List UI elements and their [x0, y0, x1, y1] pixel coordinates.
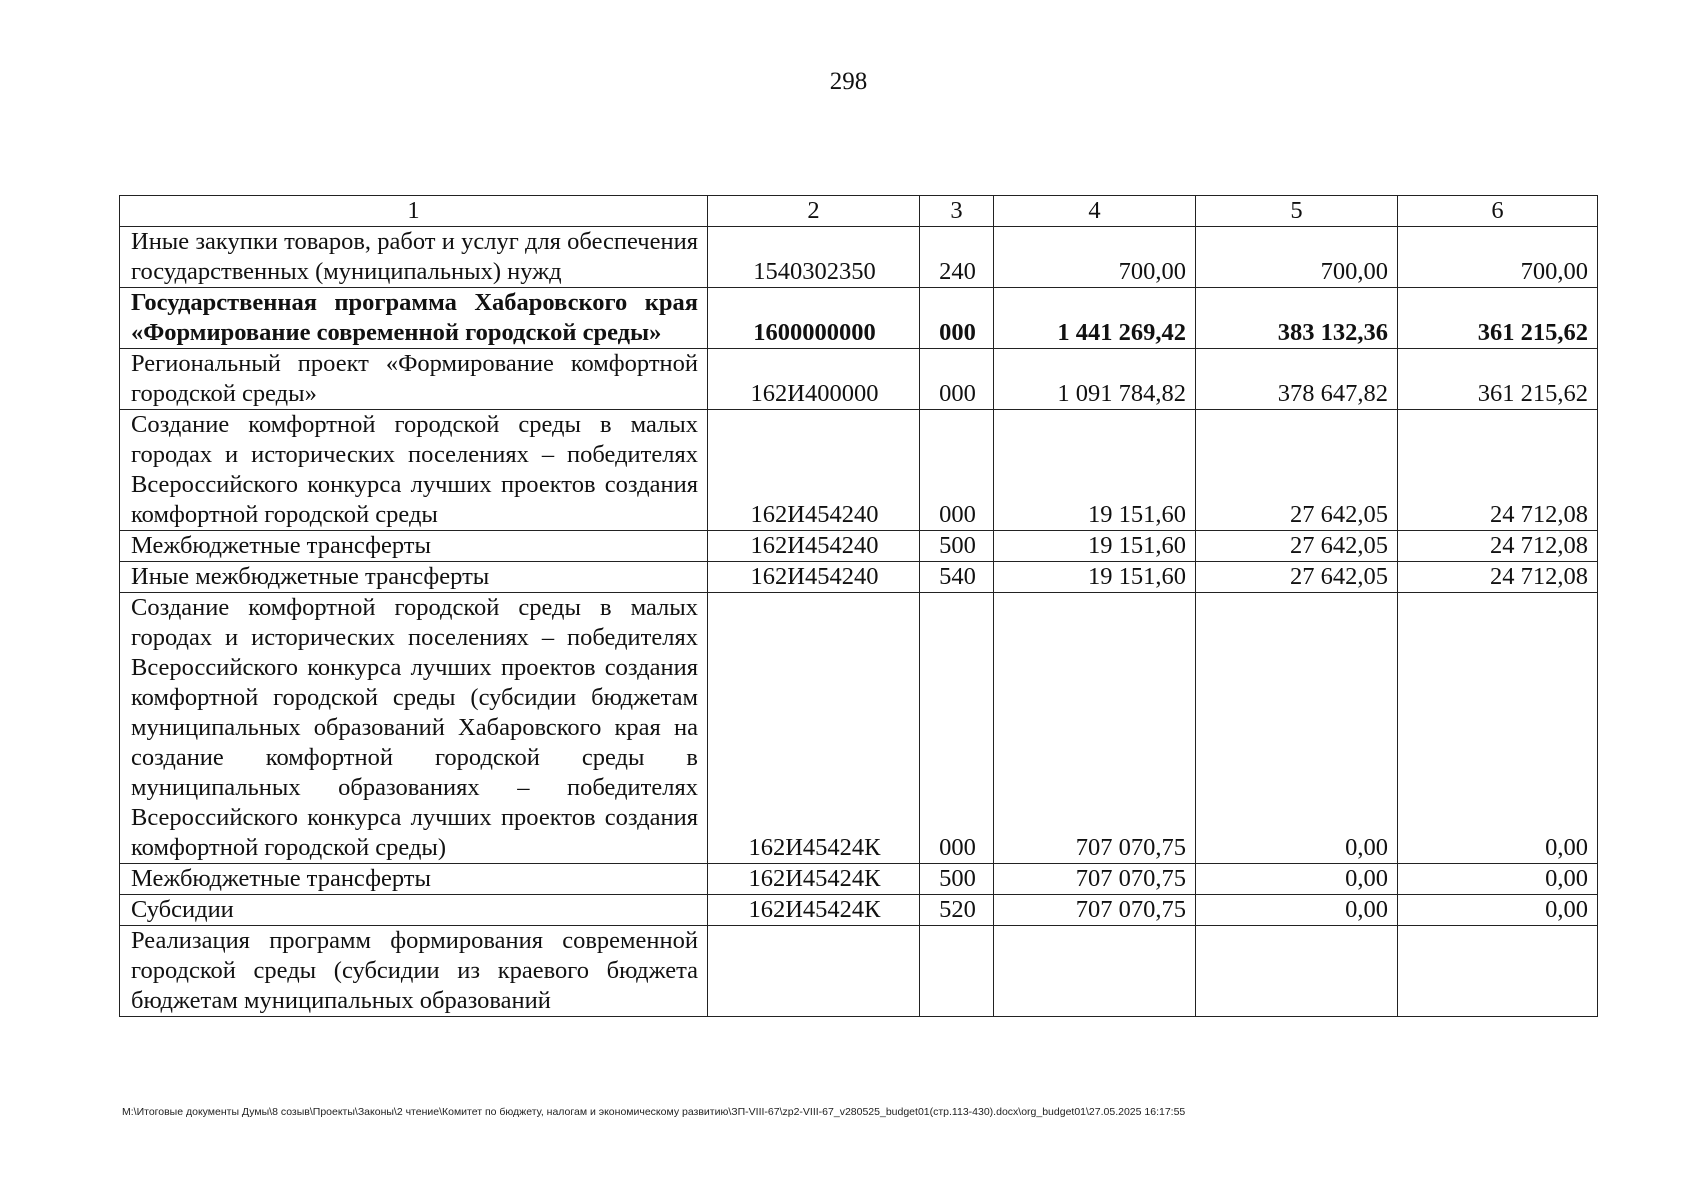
amount-col4-cell: 700,00	[994, 227, 1196, 288]
header-row	[120, 196, 1598, 227]
target-code-cell: 162И45424К	[708, 864, 920, 895]
amount-col5-cell: 378 647,82	[1196, 349, 1398, 410]
amount-col5-cell: 27 642,05	[1196, 531, 1398, 562]
target-code-cell: 162И454240	[708, 531, 920, 562]
table-row	[120, 593, 1598, 864]
amount-col5-cell: 27 642,05	[1196, 562, 1398, 593]
amount-col5-cell	[1196, 926, 1398, 1017]
amount-col5-cell: 27 642,05	[1196, 410, 1398, 531]
expense-type-cell: 000	[920, 349, 994, 410]
amount-col6-cell: 0,00	[1398, 593, 1598, 864]
item-name-cell: Иные межбюджетные трансферты	[120, 562, 708, 593]
amount-col5-cell: 0,00	[1196, 864, 1398, 895]
header-cell-6: 6	[1398, 196, 1598, 227]
header-cell-4: 4	[994, 196, 1196, 227]
page-number: 298	[829, 68, 868, 95]
target-code-cell: 162И400000	[708, 349, 920, 410]
amount-col4-cell	[994, 926, 1196, 1017]
amount-col4-cell: 19 151,60	[994, 531, 1196, 562]
amount-col5-cell: 383 132,36	[1196, 288, 1398, 349]
table-row	[120, 227, 1598, 288]
table-row	[120, 349, 1598, 410]
expense-type-cell: 500	[920, 864, 994, 895]
expense-type-cell: 540	[920, 562, 994, 593]
amount-col6-cell: 361 215,62	[1398, 288, 1598, 349]
item-name-cell: Субсидии	[120, 895, 708, 926]
amount-col6-cell: 24 712,08	[1398, 562, 1598, 593]
amount-col4-cell: 707 070,75	[994, 864, 1196, 895]
amount-col6-cell	[1398, 926, 1598, 1017]
table-row	[120, 864, 1598, 895]
header-cell-5: 5	[1196, 196, 1398, 227]
amount-col5-cell: 0,00	[1196, 593, 1398, 864]
amount-col6-cell: 0,00	[1398, 864, 1598, 895]
target-code-cell: 1540302350	[708, 227, 920, 288]
table-row	[120, 410, 1598, 531]
budget-table	[119, 195, 1598, 1017]
header-cell-3: 3	[920, 196, 994, 227]
amount-col6-cell: 24 712,08	[1398, 410, 1598, 531]
amount-col5-cell: 0,00	[1196, 895, 1398, 926]
expense-type-cell: 520	[920, 895, 994, 926]
header-cell-2: 2	[708, 196, 920, 227]
amount-col4-cell: 707 070,75	[994, 593, 1196, 864]
table-row	[120, 926, 1598, 1017]
target-code-cell: 162И454240	[708, 562, 920, 593]
table-row	[120, 288, 1598, 349]
expense-type-cell: 000	[920, 593, 994, 864]
item-name-cell: Иные закупки товаров, работ и услуг для обеспечения государственных (муниципальных) нужд	[120, 227, 708, 288]
expense-type-cell	[920, 926, 994, 1017]
amount-col4-cell: 707 070,75	[994, 895, 1196, 926]
target-code-cell	[708, 926, 920, 1017]
amount-col6-cell: 24 712,08	[1398, 531, 1598, 562]
item-name-cell: Реализация программ формирования современной городской среды (субсидии из краевого бюджета бюджетам муниципальных образований	[120, 926, 708, 1017]
table-row	[120, 531, 1598, 562]
expense-type-cell: 500	[920, 531, 994, 562]
target-code-cell: 162И454240	[708, 410, 920, 531]
target-code-cell: 162И45424К	[708, 593, 920, 864]
item-name-cell: Создание комфортной городской среды в малых городах и исторических поселениях – победителях Всероссийского конкурса лучших проектов создания комфортной городской среды	[120, 410, 708, 531]
amount-col4-cell: 1 441 269,42	[994, 288, 1196, 349]
amount-col6-cell: 700,00	[1398, 227, 1598, 288]
item-name-cell: Создание комфортной городской среды в малых городах и исторических поселениях – победителях Всероссийского конкурса лучших проектов создания комфортной городской среды (субсидии бюджетам муниципальных образований Хабаровского края на создание комфортной городской среды в муниципальных образованиях – победителях Всероссийского конкурса лучших проектов создания комфортной городской среды)	[120, 593, 708, 864]
header-cell-1: 1	[120, 196, 708, 227]
expense-type-cell: 000	[920, 288, 994, 349]
item-name-cell: Межбюджетные трансферты	[120, 864, 708, 895]
expense-type-cell: 240	[920, 227, 994, 288]
target-code-cell: 162И45424К	[708, 895, 920, 926]
amount-col4-cell: 1 091 784,82	[994, 349, 1196, 410]
amount-col6-cell: 0,00	[1398, 895, 1598, 926]
amount-col6-cell: 361 215,62	[1398, 349, 1598, 410]
target-code-cell: 1600000000	[708, 288, 920, 349]
amount-col4-cell: 19 151,60	[994, 410, 1196, 531]
table-row	[120, 562, 1598, 593]
amount-col5-cell: 700,00	[1196, 227, 1398, 288]
item-name-cell: Межбюджетные трансферты	[120, 531, 708, 562]
expense-type-cell: 000	[920, 410, 994, 531]
document-path-footer: M:\Итоговые документы Думы\8 созыв\Проекты\Законы\2 чтение\Комитет по бюджету, налогам и экономическому развитию\ЗП-VIII-67\zp2-VIII-67_v280525_budget01(стр.113-430).docx\org_budget01\27.05.2025 16:17:55	[122, 1106, 1186, 1118]
item-name-cell: Региональный проект «Формирование комфортной городской среды»	[120, 349, 708, 410]
amount-col4-cell: 19 151,60	[994, 562, 1196, 593]
item-name-cell: Государственная программа Хабаровского края «Формирование современной городской среды»	[120, 288, 708, 349]
table-row	[120, 895, 1598, 926]
